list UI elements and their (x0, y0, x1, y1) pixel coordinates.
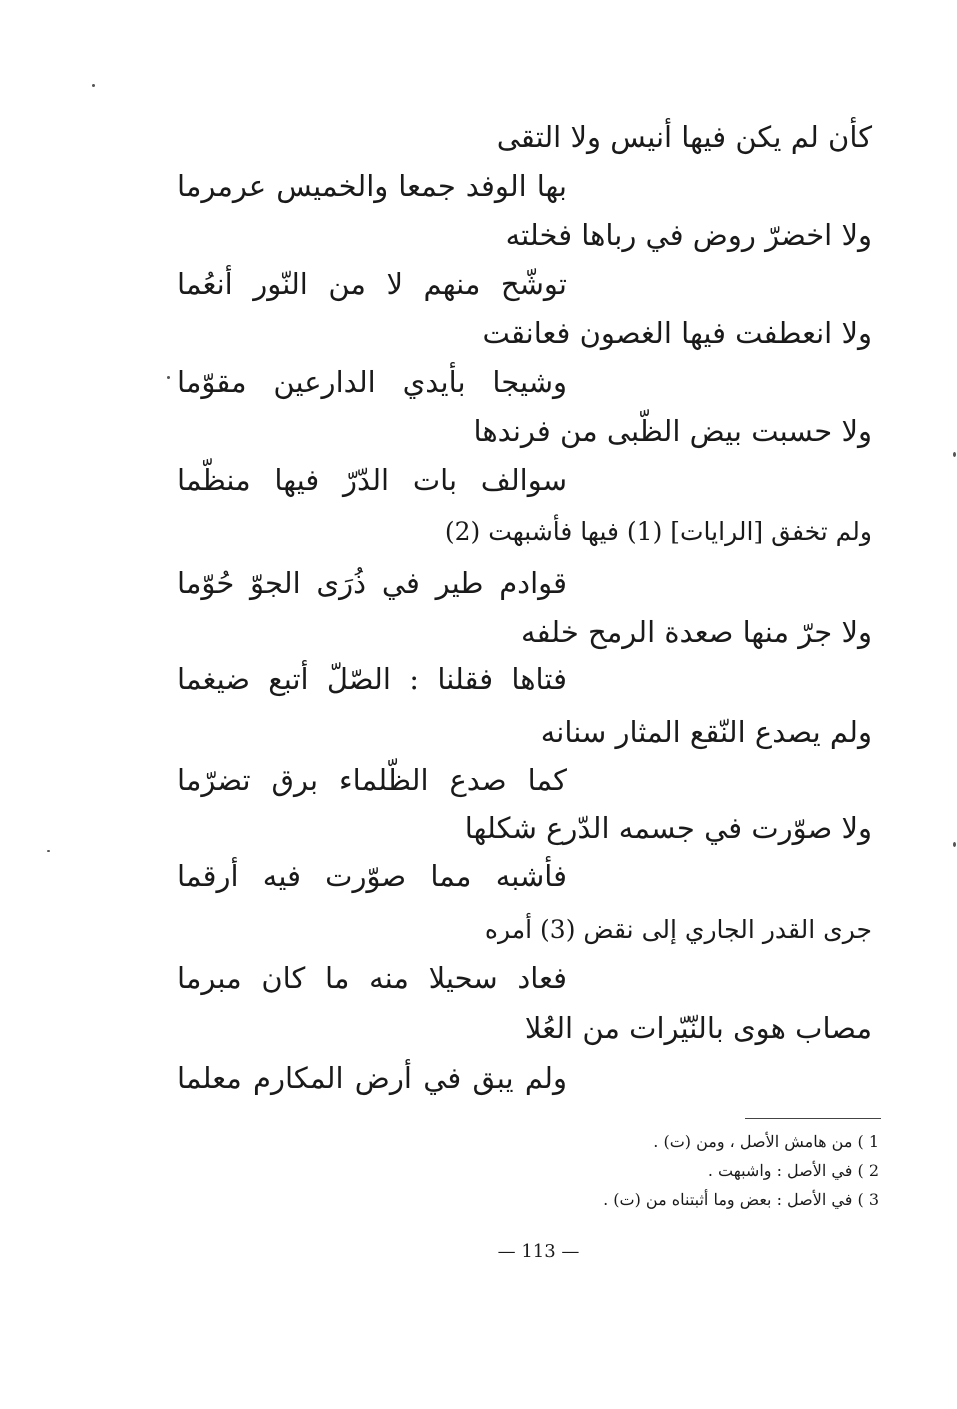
verse-line: ولا جرّ منها صعدة الرمح خلفه (521, 615, 872, 649)
verse-line: فأشبه مما صوّرت فيه أرقما (177, 859, 567, 893)
verse-line: مصاب هوى بالنّيّرات من العُلا (524, 1011, 872, 1045)
footnote: 1 ) من هامش الأصل ، ومن (ت) . (653, 1132, 879, 1151)
verse-line: ولا انعطفت فيها الغصون فعانقت (482, 316, 872, 350)
verse-line: ولم تخفق [الرايات] (1) فيها فأشبهت (2) (444, 517, 872, 546)
verse-line: ولم يبق في أرض المكارم معلما (177, 1061, 567, 1095)
verse-line: فتاها فقلنا : الصّلّ أتبع ضيغما (177, 662, 567, 696)
verse-line: توشّح منهم لا من النّور أنعُما (177, 267, 567, 301)
scan-speck (92, 84, 95, 87)
scan-speck (953, 842, 956, 847)
verse-line: ولا اخضرّ روض في رباها فخلته (505, 218, 872, 252)
verse-line: ولا حسبت بيض الظّبى من فرندها (473, 414, 872, 448)
verse-line: سوالف بات الدّرّ فيها منظّما (177, 463, 567, 497)
verse-line: كأن لم يكن فيها أنيس ولا التقى (496, 120, 872, 154)
scan-speck (47, 850, 50, 852)
verse-line: قوادم طير في ذُرَى الجوّ حُوّما (177, 566, 567, 600)
verse-line: كما صدع الظّلماء برق تضرّما (177, 763, 567, 797)
verse-line: ولم يصدع النّقع المثار سنانه (540, 715, 872, 749)
verse-line: جرى القدر الجاري إلى نقض (3) أمره (484, 915, 872, 944)
scan-speck (953, 452, 956, 457)
footnote: 2 ) في الأصل : واشبهت . (707, 1161, 879, 1180)
scan-speck (167, 376, 170, 379)
footnotes (459, 1127, 879, 1214)
footnote-separator (745, 1118, 881, 1119)
verse-line: بها الوفد جمعا والخميس عرمرما (177, 169, 567, 203)
verse-line: وشيجا بأيدي الدارعين مقوّما (177, 365, 567, 399)
footnote: 3 ) في الأصل : بعض وما أثبتناه من (ت) . (603, 1190, 879, 1209)
page-number: — 113 — (497, 1241, 580, 1262)
verse-line: فعاد سحيلا منه ما كان مبرما (177, 961, 567, 995)
verse-line: ولا صوّرت في جسمه الدّرع شكلها (464, 811, 872, 845)
